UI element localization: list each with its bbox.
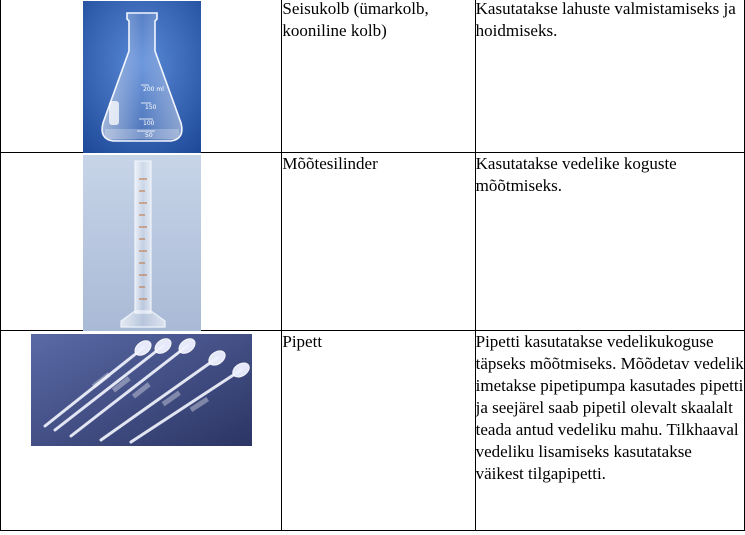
image-cell [1, 0, 282, 153]
flask-mark-100: 100 [143, 120, 155, 127]
table-row [1, 331, 745, 531]
pipettes-photo [31, 334, 252, 446]
image-cell [1, 153, 282, 331]
graduated-cylinder-photo [83, 155, 201, 331]
item-name-cell [282, 0, 475, 153]
item-description-cell [475, 153, 744, 331]
erlenmeyer-flask-photo [83, 1, 201, 153]
item-name: Pipett [282, 332, 323, 351]
item-description-cell [475, 0, 744, 153]
item-name: Mõõtesilinder [282, 154, 378, 173]
table-row [1, 0, 745, 153]
item-name: Seisukolb (ümarkolb, kooniline kolb) [282, 0, 429, 40]
table-row [1, 153, 745, 331]
image-cell [1, 331, 282, 531]
item-description: Pipetti kasutatakse vedelikukoguse täpseks mõõtmiseks. Mõõdetav vedelik imetakse pipetipumpa kasutades pipetti ja seejärel saab pipetil olevalt skaalalt teada antud vedeliku mahu. Tilkhaaval vedeliku lisamiseks kasutatakse väikest tilgapipetti. [475, 332, 744, 483]
flask-mark-150: 150 [145, 104, 157, 111]
item-description: Kasutatakse vedelike koguste mõõtmiseks. [475, 154, 677, 195]
item-description-cell [475, 331, 744, 531]
item-name-cell [282, 331, 475, 531]
item-description: Kasutatakse lahuste valmistamiseks ja hoidmiseks. [475, 0, 736, 40]
flask-mark-200: 200 ml [143, 86, 164, 93]
item-name-cell [282, 153, 475, 331]
flask-mark-50: 50 [145, 132, 153, 139]
